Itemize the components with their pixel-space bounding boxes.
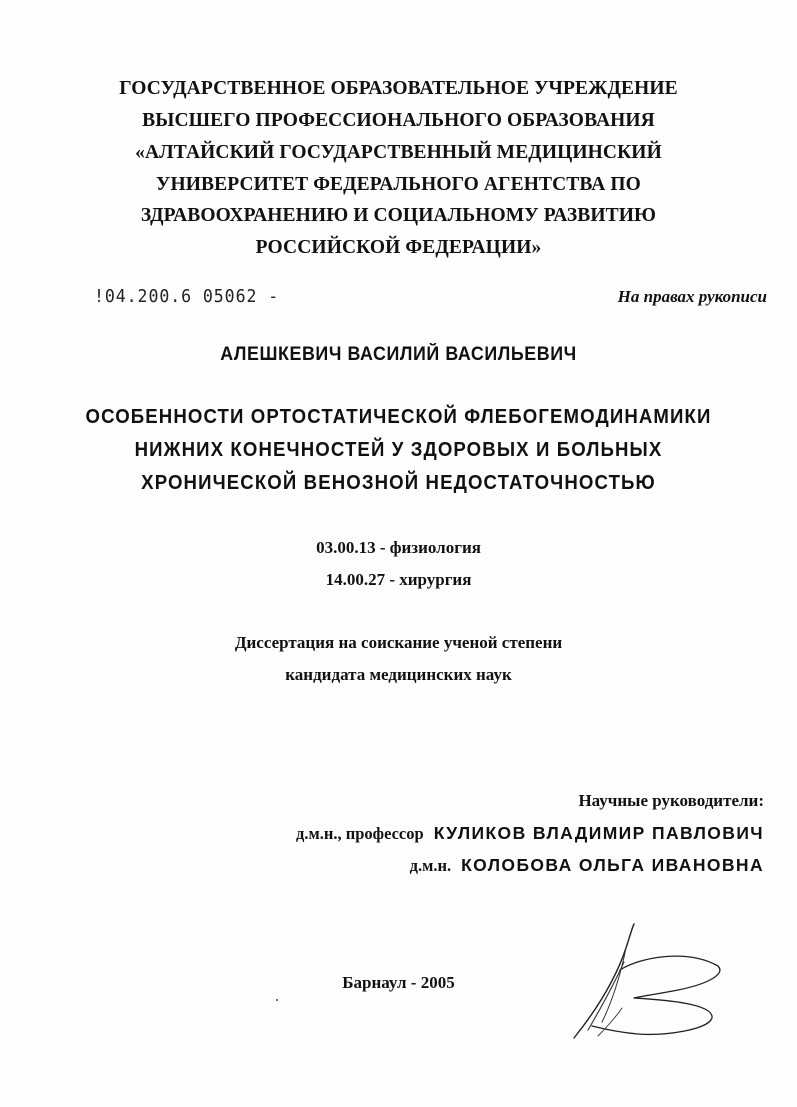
title-line-1: ОСОБЕННОСТИ ОРТОСТАТИЧЕСКОЙ ФЛЕБОГЕМОДИНАМИКИ	[85, 406, 712, 428]
catalog-code-stamp: !04.200.6 05062 -	[94, 286, 280, 307]
supervisors-heading: Научные руководители:	[578, 791, 764, 810]
institution-line-2: ВЫСШЕГО ПРОФЕССИОНАЛЬНОГО ОБРАЗОВАНИЯ	[142, 110, 655, 131]
institution-line-6: РОССИЙСКОЙ ФЕДЕРАЦИИ»	[255, 237, 542, 258]
degree-line-2: кандидата медицинских наук	[285, 665, 512, 684]
specialty-surgery: 14.00.27 - хирургия	[325, 570, 472, 589]
supervisor-name: КОЛОБОВА ОЛЬГА ИВАНОВНА	[461, 855, 764, 875]
institution-line-3: «АЛТАЙСКИЙ ГОСУДАРСТВЕННЫЙ МЕДИЦИНСКИЙ	[135, 142, 662, 163]
author-name: АЛЕШКЕВИЧ ВАСИЛИЙ ВАСИЛЬЕВИЧ	[220, 344, 577, 365]
supervisor-row	[296, 823, 764, 844]
supervisor-row	[410, 855, 764, 876]
place-and-year: Барнаул - 2005	[342, 973, 455, 992]
institution-line-4: УНИВЕРСИТЕТ ФЕДЕРАЛЬНОГО АГЕНТСТВА ПО	[156, 174, 641, 195]
title-line-3: ХРОНИЧЕСКОЙ ВЕНОЗНОЙ НЕДОСТАТОЧНОСТЬЮ	[141, 472, 656, 494]
institution-line-1: ГОСУДАРСТВЕННОЕ ОБРАЗОВАТЕЛЬНОЕ УЧРЕЖДЕНИЕ	[119, 78, 678, 99]
title-line-2: НИЖНИХ КОНЕЧНОСТЕЙ У ЗДОРОВЫХ И БОЛЬНЫХ	[134, 439, 663, 461]
specialty-physiology: 03.00.13 - физиология	[316, 538, 481, 557]
paper-speck	[276, 999, 278, 1001]
supervisor-title: д.м.н.	[409, 856, 452, 875]
manuscript-rights-note: На правах рукописи	[617, 287, 767, 306]
institution-line-5: ЗДРАВООХРАНЕНИЮ И СОЦИАЛЬНОМУ РАЗВИТИЮ	[140, 205, 657, 226]
supervisor-name: КУЛИКОВ ВЛАДИМИР ПАВЛОВИЧ	[433, 823, 764, 843]
degree-line-1: Диссертация на соискание ученой степени	[234, 633, 563, 652]
supervisor-title: д.м.н., профессор	[296, 824, 424, 843]
